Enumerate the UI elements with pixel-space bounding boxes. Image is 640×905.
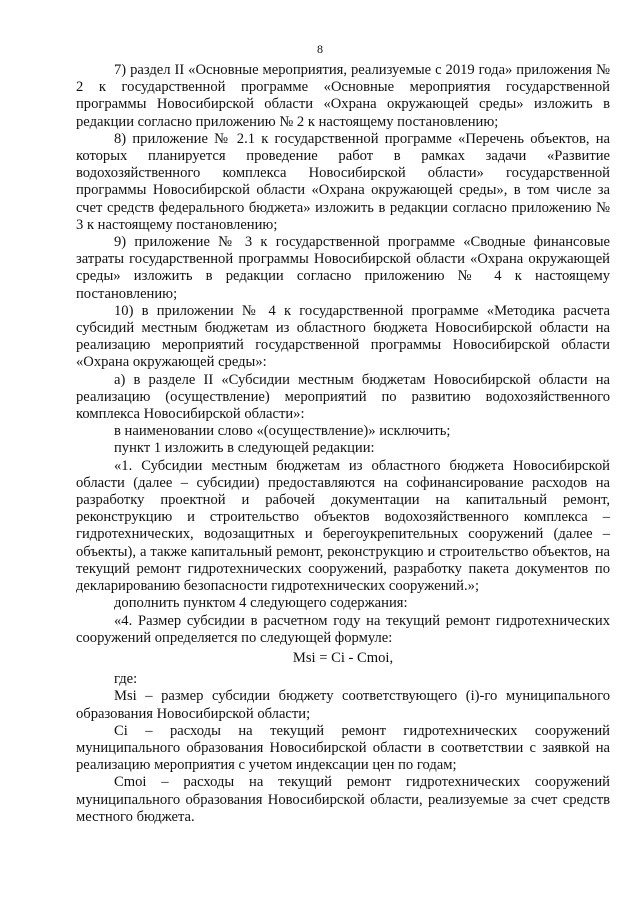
paragraph-item-9: 9) приложение № 3 к государственной программе «Сводные финансовые затраты государственной программы Новосибирской области «Охрана окружающей среды» изложить в редакции согласно приложению № 4 к настоящему постановлению; bbox=[76, 234, 610, 302]
paragraph-item-8: 8) приложение № 2.1 к государственной программе «Перечень объектов, на которых планируется проведение работ в рамках задачи «Развитие водохозяйственного комплекса Новосибирской области» государственной программы Новосибирской области «Охрана окружающей среды», в том числе за счет средств федерального бюджета» изложить в редакции согласно приложению № 3 к настоящему постановлению; bbox=[76, 130, 610, 233]
paragraph-item-10: 10) в приложении № 4 к государственной программе «Методика расчета субсидий местным бюджетам из областного бюджета Новосибирской области на реализацию мероприятий государственной программы Новосибирской области «Охрана окружающей среды»: bbox=[76, 302, 610, 371]
paragraph-cmoi-definition: Cmoi – расходы на текущий ремонт гидротехнических сооружений муниципального образования Новосибирской области, реализуемые за счет средств местного бюджета. bbox=[76, 774, 610, 825]
paragraph-item-7: 7) раздел II «Основные мероприятия, реализуемые с 2019 года» приложения № 2 к государственной программе «Основные мероприятия государственной программы Новосибирской области «Охрана окружающей среды» изложить в редакции согласно приложению № 2 к настоящему постановлению; bbox=[76, 62, 610, 130]
document-body bbox=[76, 62, 610, 826]
paragraph-ci-definition: Ci – расходы на текущий ремонт гидротехнических сооружений муниципального образования Новосибирской области в соответствии с заявкой на реализацию мероприятия с учетом индексации цен по годам; bbox=[76, 722, 610, 774]
paragraph-point4-text: «4. Размер субсидии в расчетном году на текущий ремонт гидротехнических сооружений определяется по следующей формуле: bbox=[76, 612, 610, 646]
paragraph-point4-instruction: дополнить пунктом 4 следующего содержания: bbox=[114, 595, 408, 612]
formula: Msi = Ci - Cmoi, bbox=[292, 649, 394, 666]
paragraph-where: где: bbox=[114, 671, 138, 688]
paragraph-subitem-a: а) в разделе II «Субсидии местным бюджетам Новосибирской области на реализацию (осуществление) мероприятий по развитию водохозяйственного комплекса Новосибирской области»: bbox=[76, 371, 610, 423]
paragraph-point1-instruction: пункт 1 изложить в следующей редакции: bbox=[114, 440, 375, 457]
page-number: 8 bbox=[317, 42, 323, 56]
paragraph-msi-definition: Msi – размер субсидии бюджету соответствующего (i)-го муниципального образования Новосибирской области; bbox=[76, 688, 610, 722]
paragraph-point1-text: «1. Субсидии местным бюджетам из областного бюджета Новосибирской области (далее – субсидии) предоставляются на софинансирование расходов на разработку проектной и рабочей документации на капитальный ремонт, реконструкцию и строительство объектов водохозяйственного комплекса – гидротехнических, водозащитных и берегоукрепительных сооружений (далее – объекты), а также капитальный ремонт, реконструкцию и строительство объектов, на текущий ремонт гидротехнических сооружений, разработку пакета документов по декларированию безопасности гидротехнических сооружений.»; bbox=[76, 457, 610, 595]
paragraph-rename-instruction: в наименовании слово «(осуществление)» исключить; bbox=[114, 423, 451, 440]
